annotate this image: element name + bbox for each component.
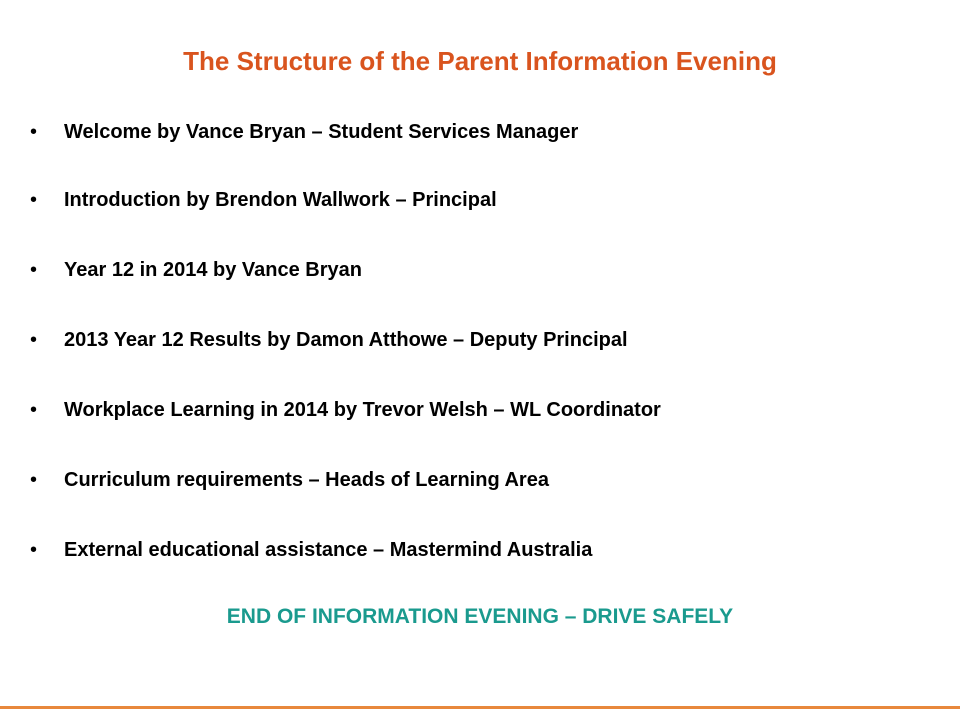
bullet-icon: • — [30, 539, 38, 561]
bullet-icon: • — [30, 259, 38, 281]
agenda-item-text: Introduction by Brendon Wallwork – Principal — [64, 189, 497, 211]
agenda-item-text: Year 12 in 2014 by Vance Bryan — [64, 259, 362, 281]
closing-message: END OF INFORMATION EVENING – DRIVE SAFELY — [226, 605, 734, 628]
agenda-item-text: 2013 Year 12 Results by Damon Atthowe – Deputy Principal — [64, 329, 628, 351]
footer-divider — [0, 706, 960, 709]
agenda-item-text: Curriculum requirements – Heads of Learning Area — [64, 469, 549, 491]
agenda-item-text: Workplace Learning in 2014 by Trevor Welsh – WL Coordinator — [64, 399, 661, 421]
bullet-icon: • — [30, 399, 38, 421]
bullet-icon: • — [30, 121, 38, 143]
agenda-item-text: External educational assistance – Mastermind Australia — [64, 539, 593, 561]
bullet-icon: • — [30, 189, 38, 211]
bullet-icon: • — [30, 329, 38, 351]
bullet-icon: • — [30, 469, 38, 491]
agenda-item-text: Welcome by Vance Bryan – Student Services Manager — [64, 121, 579, 143]
slide-title: The Structure of the Parent Information Evening — [183, 46, 777, 76]
